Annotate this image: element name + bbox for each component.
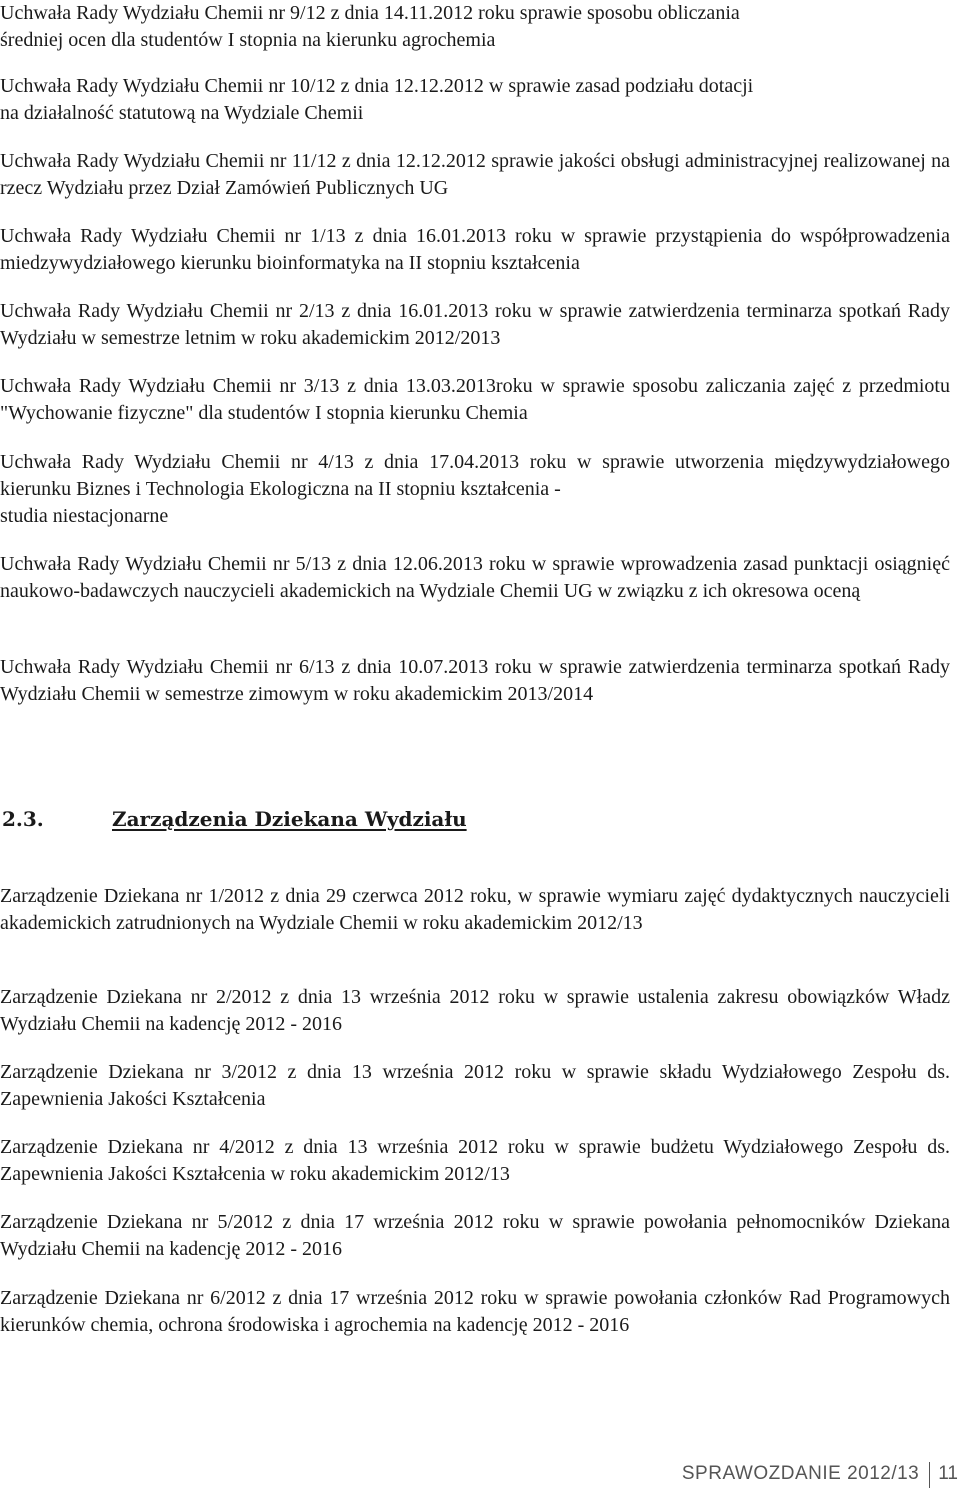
resolution-paragraph: Uchwała Rady Wydziału Chemii nr 9/12 z dnia 14.11.2012 roku sprawie sposobu obliczania średniej ocen dla studentów I stopnia na kierunku agrochemia [0, 2, 740, 51]
ordinance-paragraph: Zarządzenie Dziekana nr 6/2012 z dnia 17 września 2012 roku w sprawie powołania członków Rad Programowych kierunków chemia, ochrona środowiska i agrochemia na kadencję 2012 - 2016 [0, 1287, 950, 1336]
ordinance-paragraph: Zarządzenie Dziekana nr 1/2012 z dnia 29 czerwca 2012 roku, w sprawie wymiaru zajęć dydaktycznych nauczycieli akademickich zatrudnionych na Wydziale Chemii w roku akademickim 2012/13 [0, 885, 950, 934]
resolution-paragraph: Uchwała Rady Wydziału Chemii nr 2/13 z dnia 16.01.2013 roku w sprawie zatwierdzenia terminarza spotkań Rady Wydziału w semestrze letnim w roku akademickim 2012/2013 [0, 300, 950, 349]
resolution-paragraph: Uchwała Rady Wydziału Chemii nr 6/13 z dnia 10.07.2013 roku w sprawie zatwierdzenia terminarza spotkań Rady Wydziału Chemii w semestrze zimowym w roku akademickim 2013/2014 [0, 656, 950, 705]
section-title: Zarządzenia Dziekana Wydziału [112, 807, 467, 831]
resolution-paragraph: Uchwała Rady Wydziału Chemii nr 3/13 z dnia 13.03.2013roku w sprawie sposobu zaliczania zajęć z przedmiotu "Wychowanie fizyczne" dla studentów I stopnia kierunku Chemia [0, 375, 950, 424]
page-footer [682, 1462, 960, 1488]
resolution-paragraph: Uchwała Rady Wydziału Chemii nr 4/13 z dnia 17.04.2013 roku w sprawie utworzenia międzywydziałowego kierunku Biznes i Technologia Ekologiczna na II stopniu kształcenia - studia niestacjonarne [0, 451, 950, 527]
resolution-paragraph: Uchwała Rady Wydziału Chemii nr 10/12 z dnia 12.12.2012 w sprawie zasad podziału dotacji na działalność statutową na Wydziale Chemii [0, 75, 754, 124]
section-number: 2.3. [2, 807, 44, 831]
footer-page-number: 11 [938, 1463, 958, 1484]
ordinance-paragraph: Zarządzenie Dziekana nr 5/2012 z dnia 17 września 2012 roku w sprawie powołania pełnomocników Dziekana Wydziału Chemii na kadencję 2012 - 2016 [0, 1211, 950, 1260]
resolution-paragraph: Uchwała Rady Wydziału Chemii nr 11/12 z dnia 12.12.2012 sprawie jakości obsługi administracyjnej realizowanej na rzecz Wydziału przez Dział Zamówień Publicznych UG [0, 150, 950, 199]
ordinance-paragraph: Zarządzenie Dziekana nr 3/2012 z dnia 13 września 2012 roku w sprawie składu Wydziałowego Zespołu ds. Zapewnienia Jakości Kształcenia [0, 1061, 950, 1110]
footer-report-label: SPRAWOZDANIE 2012/13 [681, 1463, 920, 1484]
ordinance-paragraph: Zarządzenie Dziekana nr 2/2012 z dnia 13 września 2012 roku w sprawie ustalenia zakresu obowiązków Władz Wydziału Chemii na kadencję 2012 - 2016 [0, 986, 950, 1035]
resolution-paragraph: Uchwała Rady Wydziału Chemii nr 1/13 z dnia 16.01.2013 roku w sprawie przystąpienia do współprowadzenia miedzywydziałowego kierunku bioinformatyka na II stopniu kształcenia [0, 225, 950, 274]
ordinance-paragraph: Zarządzenie Dziekana nr 4/2012 z dnia 13 września 2012 roku w sprawie budżetu Wydziałowego Zespołu ds. Zapewnienia Jakości Kształcenia w roku akademickim 2012/13 [0, 1136, 950, 1185]
resolution-paragraph: Uchwała Rady Wydziału Chemii nr 5/13 z dnia 12.06.2013 roku w sprawie wprowadzenia zasad punktacji osiągnięć naukowo-badawczych nauczycieli akademickich na Wydziale Chemii UG w związku z ich okresowa oceną [0, 553, 950, 602]
